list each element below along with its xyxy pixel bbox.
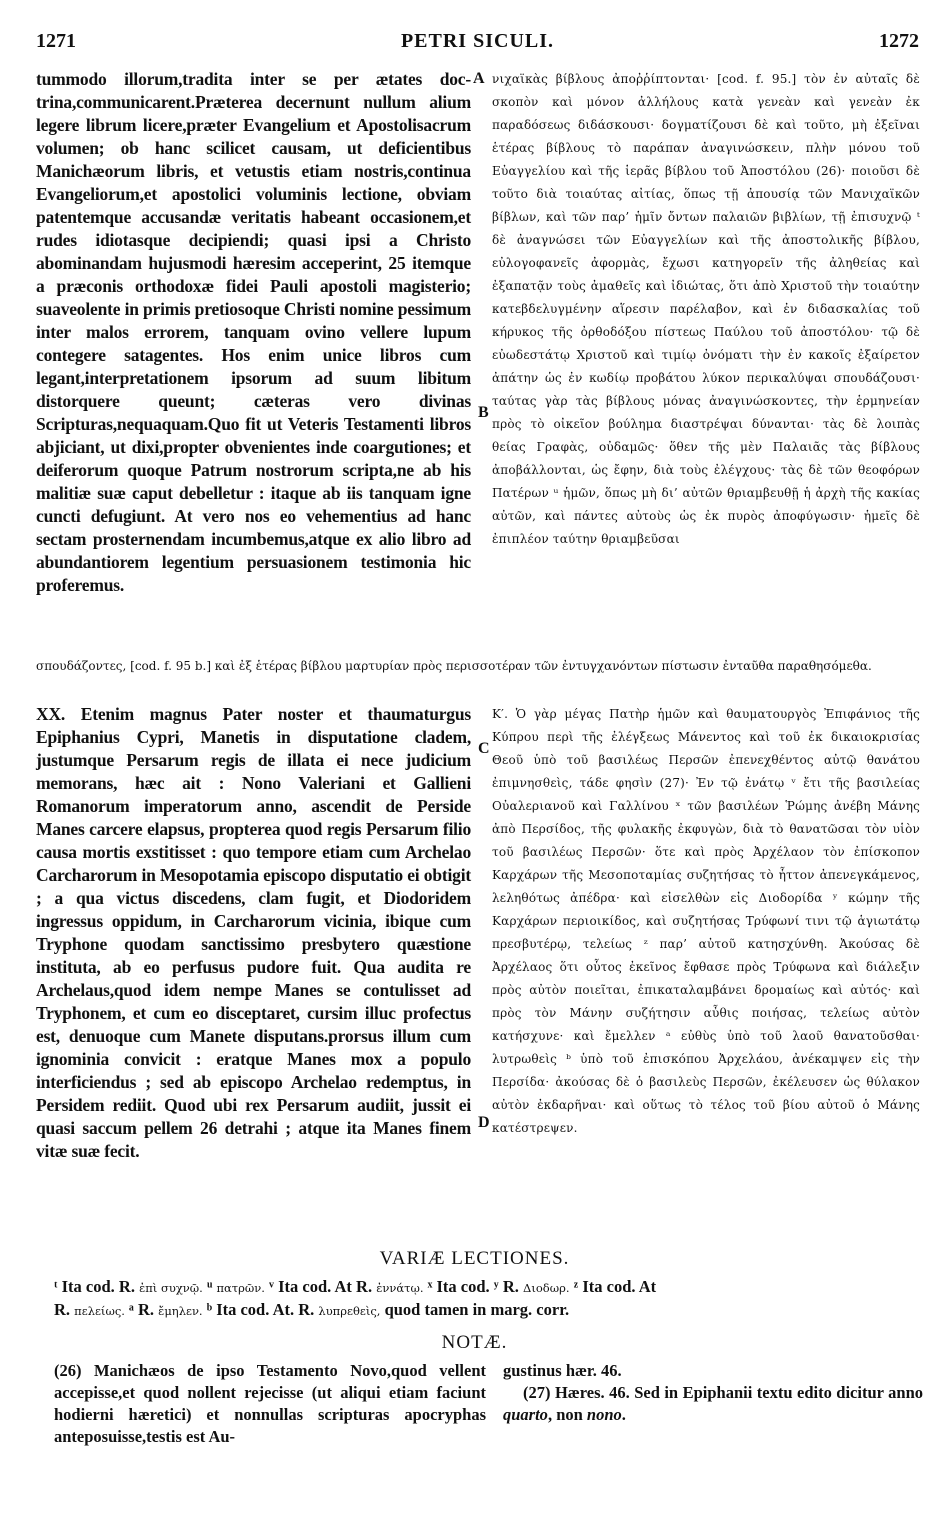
running-title: PETRI SICULI.: [400, 30, 555, 52]
variae-lectiones-title: VARIÆ LECTIONES.: [379, 1248, 570, 1269]
margin-letter-d: D: [478, 1114, 490, 1131]
latin-column-paragraph-2: XX. Etenim magnus Pater noster et thaumaturgus Epiphanius Cypri, Manetis in disputatione cladem, justumque Persarum regis de illata ei nece judicium memorans, hæc ait : Nono Valeriani et Gallieni Romanorum imperatorum anno, ascendit de Perside Manes carcere elapsus, propterea quod regis Persarum filio causa mortis exstitisset : quo tempore etiam cum Archelao Carcharorum in Mesopotamia episcopo disputatio ei obtigit ; a qua victus discedens, clam fugit, et Diodoridem ingressus oppidum, in Carcharorum vicinia, ibique cum Tryphone quodam sanctissimo presbytero quæstione instituta, ab eo perfusus pudore fuit. Qua audita re Archelaus,quod idem nempe Manes se contulisset ad Tryphonem, et cum eo disceptaret, cursim illuc profectus est, denuoque cum Manete disputans.prorsus illum cum ignominia convicit : eratque Manes mox a populo interficiendus ; sed ab episcopo Archelao redemptus, in Persidem rediit. Quod ubi rex Persarum audiit, jussit ei quasi saccum pellem 26 detrahi ; atque ita Manes finem vitæ suæ fecit.: [36, 704, 471, 1161]
note-27: (27) Hæres. 46. Sed in Epiphanii textu edito dicitur anno quarto, non nono.: [503, 1383, 923, 1424]
greek-column-paragraph-2: Κ′. Ὁ γὰρ μέγας Πατὴρ ἡμῶν καὶ θαυματουργὸς Ἐπιφάνιος τῆς Κύπρου περὶ τῆς ἐλέγξεως Μάνεντος καὶ τοῦ ἐκ δικαιοκρισίας Θεοῦ ὑπὸ τοῦ βασιλέως Περσῶν ἐπενεχθέντος αὐτῷ θανάτου ἐπιμνησθεὶς, τάδε φησὶν (27)· Ἐν τῷ ἐνάτῳ ᵛ ἔτι τῆς βασιλείας Οὐαλεριανοῦ καὶ Γαλλίνου ˣ τῶν βασιλέων Ῥώμης ἀνέβη Μάνης ἀπὸ Περσίδος, τῆς φυλακῆς ἐκφυγὼν, διὰ τὸ θανατῶσαι τὸν υἱὸν τοῦ βασιλέως Περσῶν· ὅτε καὶ πρὸς Ἀρχέλαον τὸν ἐπίσκοπον Καρχάρων τῆς Μεσοποταμίας συζητήσας τὸ ἧττον ἀπενεγκάμενος, λεληθότως ἀπέδρα· καὶ εἰσελθὼν εἰς Διοδορίδα ʸ κώμην τῆς Καρχάρων περιοικίδος, καὶ συζητήσας Τρύφωνί τινι τῷ ἁγιωτάτῳ πρεσβυτέρῳ, τελείως ᶻ παρ’ αὐτοῦ κατησχύνθη. Ἀκούσας δὲ Ἀρχέλαος ὅτι οὗτος ἐκεῖνος ἔφθασε πρὸς Τρύφωνα καὶ διάλεξιν πρὸς αὐτὸν ποιεῖται, ἐπικαταλαμβάνει δρομαίως καὶ αὐτός· καὶ πρὸς τὸν Μάνην συζήτησιν αὖθις ποιήσας, τελείως αὐτὸν κατήσχυνε· καὶ ἔμελλεν ᵃ εὐθὺς ὑπὸ τοῦ λαοῦ θανατοῦσθαι· λυτρωθεὶς ᵇ ὑπὸ τοῦ ἐπισκόπου Ἀρχελάου, ἀνέκαμψεν εἰς τὴν Περσίδα· ἀκούσας δὲ ὁ βασιλεὺς Περσῶν, ἐκέλευσεν ὡς θύλακον αὐτὸν ἐκδαρῆναι· καὶ οὕτως τὸ τέλος τοῦ βίου αὐτοῦ ὁ Μάνης κατέστρεψεν.: [492, 707, 920, 1135]
notae-right-column: [503, 1360, 923, 1426]
right-page-number: 1272: [879, 30, 919, 52]
greek-full-width-line: σπουδάζοντες, [cod. f. 95 b.] καὶ ἐξ ἑτέρας βίβλου μαρτυρίαν πρὸς περισσοτέραν τῶν ἐντυγχανόντων πίστωσιν ἐνταῦθα παραθησόμεθα.: [36, 659, 872, 673]
margin-letter-c: C: [478, 740, 490, 757]
note-26-continuation: gustinus hær. 46.: [503, 1361, 622, 1380]
variae-lectiones: [54, 1276, 924, 1322]
latin-column-paragraph-1: tummodo illorum,tradita inter se per ætates doc-trina,communicarent.Præterea decernunt nullum alium legere librum licere,præter Evangelium et Apostolisacrum volumen; ob hanc scilicet causam, ut deficientibus Manichæorum libris, et vetustis etiam nostris,continua Evangeliorum,et apostolici voluminis lectione, obviam patentemque accusandæ veritatis habeant occasionem,et rudes idiotasque decipiendi; quasi ipsi a Christo abominandam hujusmodi hæresim acceperint, 25 itemque a præconis orthodoxæ fidei Pauli apostoli magisterio; suaveolente in primis pretiosoque Christi nomine pessimum inter malos errorem, tanquam ovino vellere lupum contegere satagentes. Hos enim unice libros cum legant,interpretationem ipsorum ad suum libitum distorquere queunt; cæteras vero divinas Scripturas,nequaquam.Quo fit ut Veteris Testamenti libros abjiciant, ut dixi,propter obvenientes inde coargutiones; et deiferorum quoque Patrum nostrorum scripta,ne ab his malitiæ suæ caput debelletur : itaque ab iis tanquam igne cuncti defugiunt. At vero nos eo vehementius ad hanc sectam prosternendam incumbemus,atque ex alio libro ad abundantiorem legentium persuasionem testimonia hic proferemus.: [36, 69, 471, 595]
greek-column-paragraph-1: νιχαϊκὰς βίβλους ἀποῤῥίπτονται· [cod. f. 95.] τὸν ἐν αὐταῖς δὲ σκοπὸν καὶ μόνον ἀλλήλους κατὰ γενεὰν καὶ γενεὰν ἐκ παραδόσεως διδάσκουσι· δογματίζουσι δὲ καὶ τοῦτο, μὴ ἐξεῖναι ἑτέρας βίβλους τὸ παράπαν ἀναγινώσκειν, πλὴν μόνου τοῦ Εὐαγγελίου καὶ τῆς ἱερᾶς βίβλου τοῦ Ἀποστόλου (26)· ποιοῦσι δὲ τοῦτο διὰ τοιαύτας αἰτίας, ὅπως τῇ ἀπουσίᾳ τῶν Μανιχαϊκῶν βίβλων, καὶ τῶν παρ’ ἡμῖν ὄντων παλαιῶν βιβλίων, τῇ ἐπισυχνῷ ᵗ δὲ ἀναγνώσει τῶν Εὐαγγελίων καὶ τῆς ἀποστολικῆς βίβλου, εὐλογοφανεῖς ἀφορμὰς, ἔχωσι κατηγορεῖν τῆς ἀληθείας καὶ ἐξαπατᾷν τοὺς ἀμαθεῖς καὶ ἰδιώτας, ὅτι ἀπὸ Χριστοῦ τὴν τοιαύτην κατεβδελυγμένην αἵρεσιν παρέλαβον, καὶ ἐν διδασκαλίας τοῦ κήρυκος τῆς ὀρθοδόξου πίστεως Παύλου τοῦ ἀποστόλου· τῷ δὲ εὐωδεστάτῳ Χριστοῦ καὶ τιμίῳ ὀνόματι τὴν ἐν κακοῖς ἐξαίρετον ἀπάτην ὡς ἐν κωδίῳ προβάτου λύκον περικαλύψαι σπουδάζουσι· ταύτας γὰρ τὰς βίβλους μόνας ἀναγινώσκοντες, τὴν ἑρμηνείαν πρὸς τὸ οἰκεῖον βούλημα διαστρέψαι δύνανται· τὰς δὲ λοιπὰς θείας Γραφὰς, οὐδαμῶς· ὅθεν τῆς μὲν Παλαιᾶς τὰς βίβλους ἀποβάλλονται, ὡς ἔφην, διὰ τοὺς ἐλέγχους· τὰς δὲ τῶν θεοφόρων Πατέρων ᵘ ἡμῶν, ὅπως μὴ δι’ αὐτῶν θριαμβευθῇ ἡ ἀρχὴ τῆς κακίας αὐτῶν, καὶ πάντες αὐτοὺς ὡς ἐκ πυρὸς ἀποφύγωσιν· ἡμεῖς δὲ ἐπιπλέον ταύτην θριαμβεῦσαι: [492, 72, 920, 546]
variae-line-2: R. πελείως. ᵃ R. ἔμηλεν. ᵇ Ita cod. At. R. λυπρεθεὶς, quod tamen in marg. corr.: [54, 1300, 570, 1319]
notae-left-column: (26) Manichæos de ipso Testamento Novo,quod vellent accepisse,et quod nollent rejecisse (ut aliqui etiam faciunt hodierni hæretici) et nonnullas scripturas apocryphas anteposuisse,testis est Au-: [54, 1361, 486, 1446]
variae-line-1: ᵗ Ita cod. R. ἐπὶ συχνῷ. ᵘ πατρῶν. ᵛ Ita cod. At R. ἐννάτῳ. ˣ Ita cod. ʸ R. Διοδωρ. ᶻ Ita cod. At: [54, 1277, 657, 1296]
margin-letter-a: A: [473, 70, 485, 87]
left-page-number: 1271: [36, 30, 76, 52]
notae-title: NOTÆ.: [441, 1332, 508, 1353]
margin-letter-b: B: [478, 404, 489, 421]
running-header: [36, 30, 919, 60]
